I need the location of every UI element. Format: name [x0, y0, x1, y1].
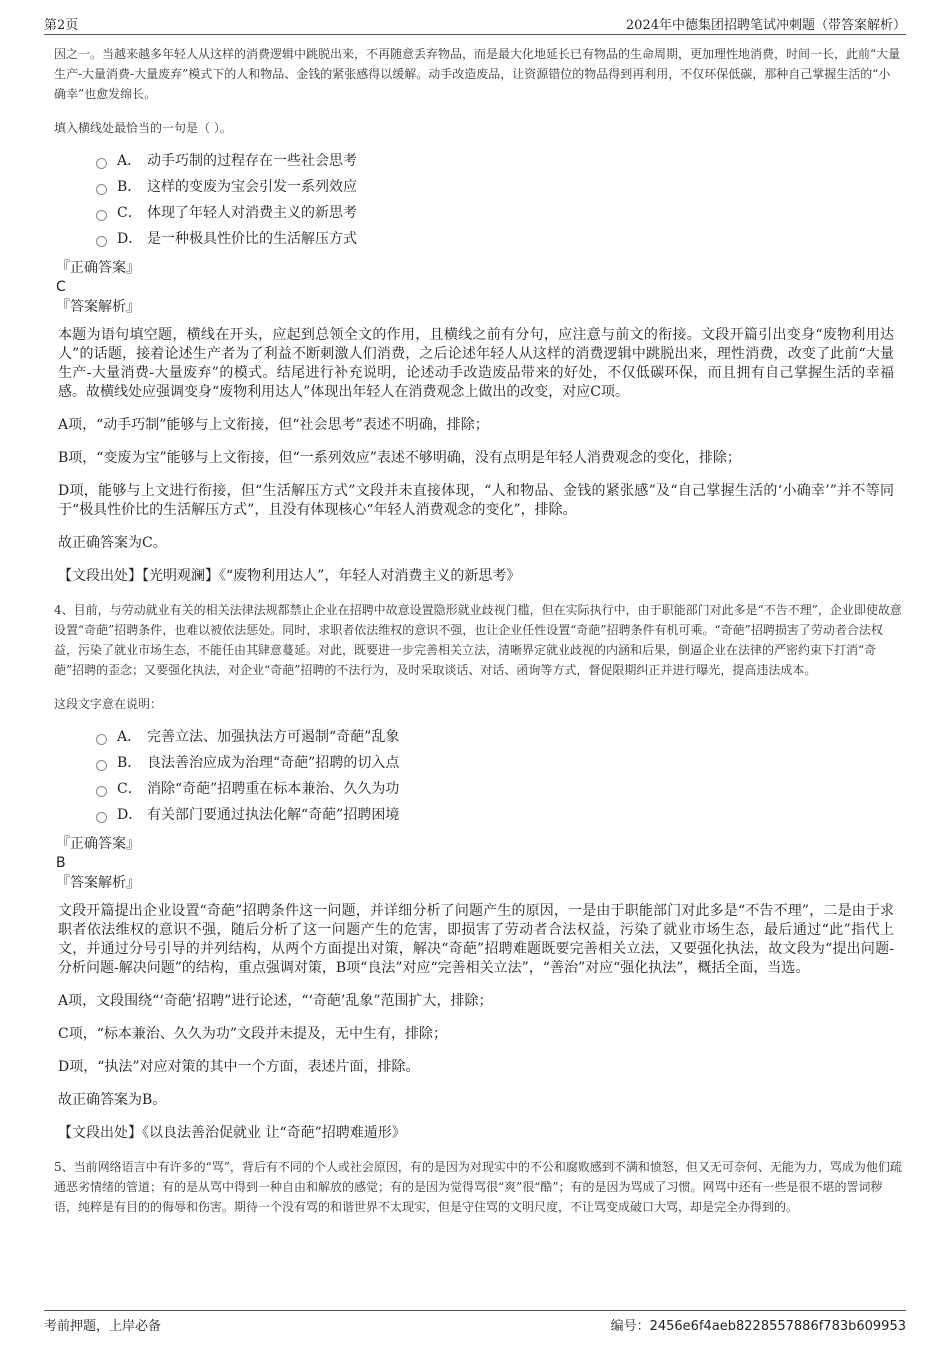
radio-icon[interactable]	[96, 786, 107, 797]
q4-analysis-paragraph: 文段开篇提出企业设置“奇葩”招聘条件这一问题，并详细分析了问题产生的原因，一是由于职能部门对此多是“不告不理”，二是由于求职者依法维权的意识不强，随后分析了这一问题产生的危害，即损害了劳动者合法权益，污染了就业市场生态，最后通过“此”指代上文，并通过分号引导的并列结构，从两个方面提出对策，解决“奇葩”招聘难题既要完善相关立法，又要强化执法，故文段为“提出问题-分析问题-解决问题”的结构，重点强调对策，B项“良法”对应“完善相关立法”，“善治”对应“强化执法”，概括全面，当选。	[58, 903, 894, 976]
q3-option-d[interactable]: D． 是一种极具性价比的生活解压方式	[96, 226, 902, 252]
radio-icon[interactable]	[96, 812, 107, 823]
q3-option-c[interactable]: C． 体现了年轻人对消费主义的新思考	[96, 200, 902, 226]
q4-prompt: 这段文字意在说明：	[54, 697, 163, 711]
q4-option-c[interactable]: C． 消除“奇葩”招聘重在标本兼治、久久为功	[96, 776, 902, 802]
q4-option-a[interactable]: A． 完善立法、加强执法方可遏制“奇葩”乱象	[96, 724, 902, 750]
q4-analysis-option-c: C项，“标本兼治、久久为功”文段并未提及，无中生有，排除；	[58, 1026, 448, 1042]
radio-icon[interactable]	[96, 210, 107, 221]
q4-option-b[interactable]: B． 良法善治应成为治理“奇葩”招聘的切入点	[96, 750, 902, 776]
footer-slogan: 考前押题，上岸必备	[44, 1319, 162, 1334]
radio-icon[interactable]	[96, 236, 107, 247]
q3-option-b[interactable]: B． 这样的变废为宝会引发一系列效应	[96, 174, 902, 200]
q3-options	[54, 148, 902, 252]
q3-answer: C	[56, 279, 66, 295]
q5-passage: 5、当前网络语言中有许多的“骂”，背后有不同的个人或社会原因，有的是因为对现实中的不公和腐败感到不满和愤怒，但又无可奈何、无能为力，骂成为他们疏通恶劣情绪的管道；有的是从骂中得到一种自由和解放的感觉；有的是因为觉得骂很“爽”很“酷”；有的是因为骂成了习惯。网骂中还有一些是很不堪的詈词秽语，纯粹是有目的的侮辱和伤害。期待一个没有骂的和谐世界不太现实，但是守住骂的文明尺度，不让骂变成破口大骂，却是完全办得到的。	[54, 1160, 902, 1214]
q3-conclusion: 故正确答案为C。	[58, 535, 167, 551]
q4-conclusion: 故正确答案为B。	[58, 1092, 167, 1108]
page-content	[54, 42, 902, 1217]
q3-analysis-option-a: A项，“动手巧制”能够与上文衔接，但“社会思考”表述不明确，排除；	[58, 417, 489, 433]
q4-answer: B	[56, 855, 66, 871]
q4-option-d[interactable]: D． 有关部门要通过执法化解“奇葩”招聘困境	[96, 802, 902, 828]
q3-answer-label: 『正确答案』	[56, 260, 140, 276]
q3-analysis-label: 『答案解析』	[56, 299, 140, 315]
q4-analysis-label: 『答案解析』	[56, 875, 140, 891]
page-number: 第2页	[44, 18, 79, 33]
q3-passage-tail: 因之一。当越来越多年轻人从这样的消费逻辑中跳脱出来，不再随意丢弃物品，而是最大化地延长已有物品的生命周期，更加理性地消费，时间一长，此前“大量生产-大量消费-大量废弃”模式下的人和物品、金钱的紧张感得以缓解。动手改造废品，让资源错位的物品得到再利用，不仅环保低碳，那种自己掌握生活的“小确幸”也愈发绵长。	[54, 47, 901, 101]
q3-prompt: 填入横线处最恰当的一句是（ ）。	[54, 121, 232, 135]
radio-icon[interactable]	[96, 734, 107, 745]
q4-passage: 4、目前，与劳动就业有关的相关法律法规都禁止企业在招聘中故意设置隐形就业歧视门槛，但在实际执行中，由于职能部门对此多是“不告不理”，企业即使故意设置“奇葩”招聘条件，也难以被依法惩处。同时，求职者依法维权的意识不强，也让企业任性设置“奇葩”招聘条件有机可乘。“奇葩”招聘损害了劳动者合法权益，污染了就业市场生态，不能任由其肆意蔓延。对此，既要进一步完善相关立法，清晰界定就业歧视的内涵和后果，倒逼企业在法律的严密约束下打消“奇葩”招聘的歪念；又要强化执法，对企业“奇葩”招聘的不法行为，及时采取谈话、对话、函询等方式，督促限期纠正并进行曝光，提高违法成本。	[54, 603, 902, 677]
q4-analysis-option-d: D项，“执法”对应对策的其中一个方面，表述片面，排除。	[58, 1059, 420, 1075]
radio-icon[interactable]	[96, 184, 107, 195]
q4-answer-label: 『正确答案』	[56, 836, 140, 852]
q4-analysis-option-a: A项，文段围绕“‘奇葩’招聘”进行论述，“‘奇葩’乱象”范围扩大，排除；	[58, 993, 493, 1009]
document-title: 2024年中德集团招聘笔试冲刺题（带答案解析）	[625, 18, 906, 33]
q3-source: 【文段出处】【光明观澜】《“废物利用达人”，年轻人对消费主义的新思考》	[58, 568, 521, 584]
q3-analysis-option-d: D项，能够与上文进行衔接，但“生活解压方式”文段并未直接体现，“人和物品、金钱的紧张感”及“自己掌握生活的‘小确幸’”并不等同于“极具性价比的生活解压方式”，且没有体现核心“年轻人消费观念的变化”，排除。	[58, 483, 894, 518]
q3-analysis-option-b: B项，“变废为宝”能够与上文衔接，但“一系列效应”表述不够明确，没有点明是年轻人消费观念的变化，排除；	[58, 450, 741, 466]
q4-source: 【文段出处】《以良法善治促就业 让“奇葩”招聘难遁形》	[58, 1125, 406, 1141]
page-footer	[44, 1310, 906, 1335]
radio-icon[interactable]	[96, 158, 107, 169]
footer-serial: 编号：2456e6f4aeb8228557886f783b609953	[610, 1319, 906, 1334]
page-header	[44, 12, 906, 35]
q4-options	[54, 724, 902, 828]
q3-analysis-paragraph: 本题为语句填空题，横线在开头，应起到总领全文的作用，且横线之前有分句，应注意与前文的衔接。文段开篇引出变身“废物利用达人”的话题，接着论述生产者为了利益不断刺激人们消费，之后论述年轻人从这样的消费逻辑中跳脱出来，理性消费，改变了此前“大量生产-大量消费-大量废弃”的模式。结尾进行补充说明，论述动手改造废品带来的好处，不仅低碳环保，而且拥有自己掌握生活的幸福感。故横线处应强调变身“废物利用达人”体现出年轻人在消费观念上做出的改变，对应C项。	[58, 327, 894, 400]
q3-option-a[interactable]: A． 动手巧制的过程存在一些社会思考	[96, 148, 902, 174]
radio-icon[interactable]	[96, 760, 107, 771]
